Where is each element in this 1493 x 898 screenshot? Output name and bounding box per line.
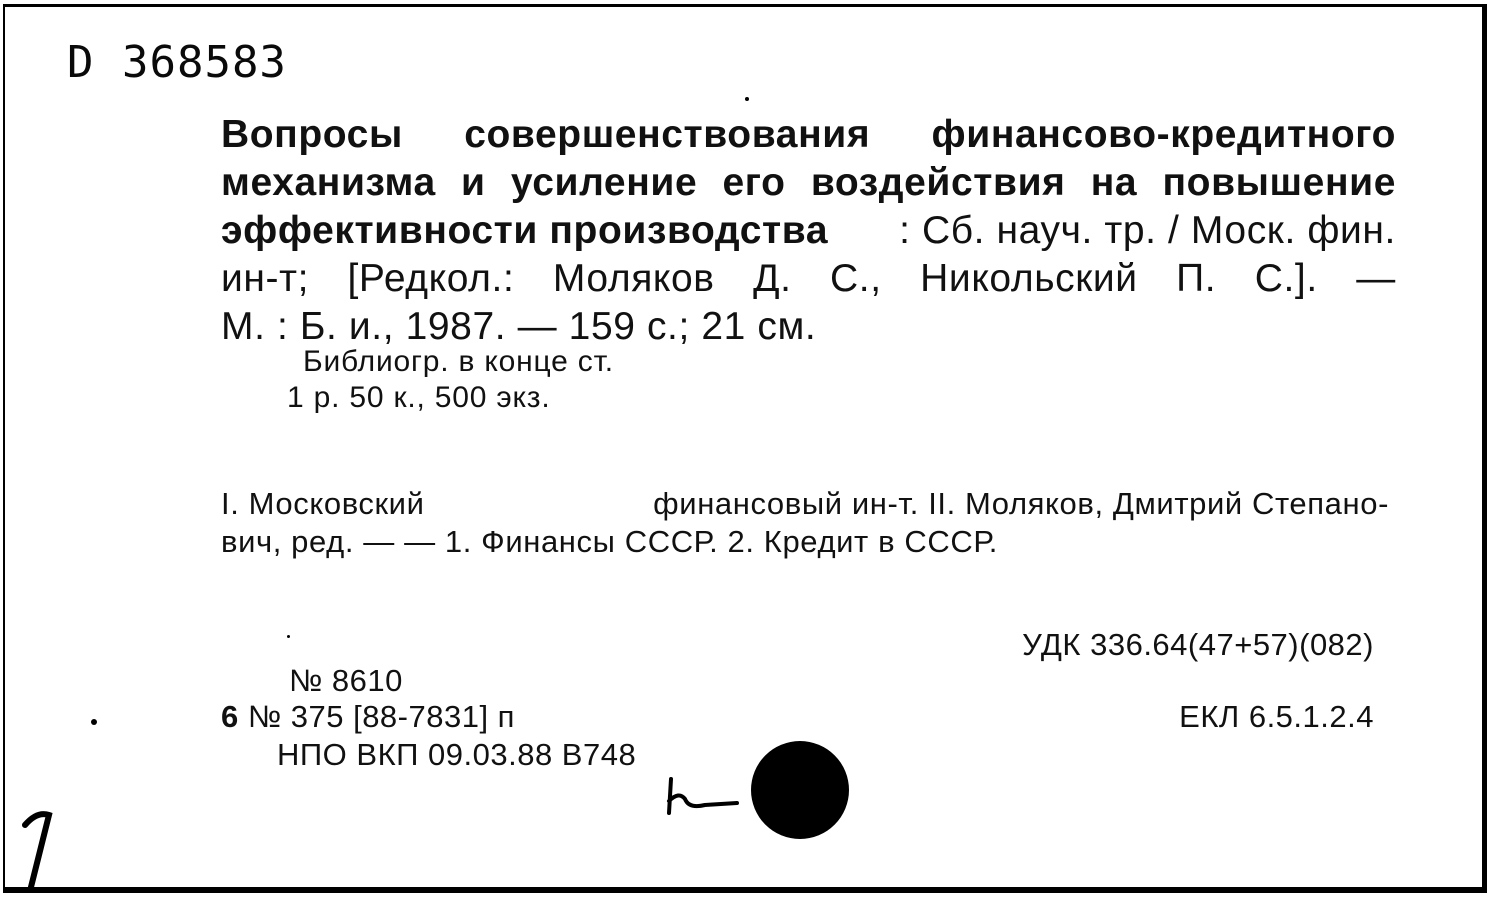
- call-number: D 368583: [67, 37, 287, 88]
- speck: [287, 635, 290, 638]
- title-word: механизма: [221, 161, 436, 204]
- title-line-1: [221, 111, 1396, 159]
- bibliography-note: Библиогр. в конце ст.: [303, 345, 614, 378]
- editors-word: Никольский: [920, 257, 1138, 300]
- tracings: [221, 485, 1389, 561]
- title-word: повышение: [1162, 161, 1396, 204]
- title-line-2: [221, 159, 1396, 207]
- imprint: М. : Б. и., 1987. — 159 с.; 21 см.: [221, 305, 817, 348]
- speck: [745, 97, 749, 101]
- editors-word: —: [1356, 257, 1396, 300]
- editors-word: Д.: [753, 257, 792, 300]
- title-line-3: [221, 207, 1396, 255]
- title-word: на: [1090, 161, 1138, 204]
- round-stamp-dot: [751, 741, 849, 839]
- editors-word: [Редкол.:: [347, 257, 515, 300]
- publication-type: : Сб. науч. тр. / Моск. фин.: [899, 209, 1396, 252]
- catalog-card: [3, 4, 1487, 893]
- editors-word: С.].: [1254, 257, 1318, 300]
- price-run-note: 1 р. 50 к., 500 экз.: [287, 381, 551, 414]
- title-word: и: [461, 161, 486, 204]
- ekl-code: ЕКЛ 6.5.1.2.4: [1179, 699, 1374, 734]
- title-word: усиление: [510, 161, 698, 204]
- tracings-line-1: [221, 485, 1389, 523]
- tracing-text: финансовый ин-т. II. Моляков, Дмитрий Степано-: [653, 486, 1389, 521]
- title-line-5: [221, 303, 1396, 351]
- speck: [91, 719, 97, 725]
- title-word: Вопросы: [221, 113, 403, 156]
- editors-word: Моляков: [552, 257, 715, 300]
- npo-stamp-text: НПО ВКП 09.03.88 В748: [277, 737, 637, 772]
- handwritten-mark: [665, 777, 741, 817]
- title-word: его: [722, 161, 786, 204]
- tracing-text: вич, ред. — — 1. Финансы СССР. 2. Кредит в СССР.: [221, 524, 998, 559]
- udc-code: УДК 336.64(47+57)(082): [1022, 627, 1374, 662]
- title-line-4: [221, 255, 1396, 303]
- tracings-line-2: [221, 523, 1389, 561]
- title-word: совершенствования: [464, 113, 871, 156]
- handwritten-numeral: [19, 807, 59, 891]
- tracing-text: I. Московский: [221, 486, 425, 521]
- order-number: [221, 699, 515, 735]
- title-word: финансово-кредитного: [931, 113, 1396, 156]
- order-prefix: 6: [221, 699, 239, 734]
- acquisition-number: № 8610: [289, 663, 403, 698]
- title-word: воздействия: [810, 161, 1066, 204]
- editors-word: ин-т;: [221, 257, 310, 300]
- title-end: эффективности производства: [221, 209, 829, 252]
- bibliographic-description: [221, 111, 1396, 351]
- editors-word: П.: [1176, 257, 1217, 300]
- editors-word: С.,: [830, 257, 882, 300]
- order-rest: № 375 [88-7831] п: [247, 699, 515, 734]
